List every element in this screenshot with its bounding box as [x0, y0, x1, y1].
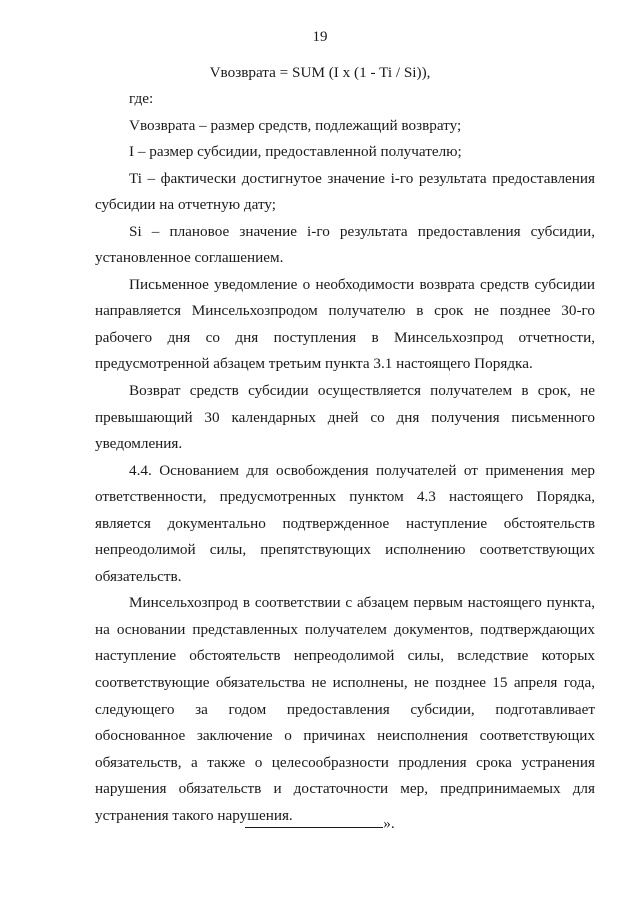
- paragraph-where: где:: [129, 90, 154, 107]
- paragraph-ti-definition: Ti – фактически достигнутое значение i-го результата предоставления субсидии на отчетную дату;: [95, 169, 595, 214]
- paragraph-i-definition: I – размер субсидии, предоставленной получателю;: [129, 143, 462, 161]
- paragraph-ministry-conclusion: Минсельхозпрод в соответствии с абзацем первым настоящего пункта, на основании представленных получателем документов, подтверждающих наступление обстоятельств непреодолимой силы, вследствие которых соответствующие обязательства не исполнены, не позднее 15 апреля года, следующего за годом предоставления субсидии, подготавливает обоснованное заключение о причинах неисполнения соответствующих обязательств, а также о целесообразности продления срока устранения нарушения обязательств и достаточности мер, предпринимаемых для устранения такого нарушения.: [95, 594, 595, 824]
- refund-formula: Vвозврата = SUM (I x (1 - Ti / Si)),: [209, 64, 431, 81]
- paragraph-clause-4-4: 4.4. Основанием для освобождения получателей от применения мер ответственности, предусмотренных пунктом 4.3 настоящего Порядка, является документально подтвержденное наступление обстоятельств непреодолимой силы, препятствующих исполнению соответствующих обязательств.: [95, 461, 595, 585]
- closing-mark: [0, 815, 640, 833]
- closing-quote: ».: [383, 815, 395, 832]
- paragraph-written-notice: Письменное уведомление о необходимости возврата средств субсидии направляется Минсельхозпродом получателю в срок не позднее 30-го рабочего дня со дня поступления в Минсельхозпрод отчетности, предусмотренной абзацем третьим пункта 3.1 настоящего Порядка.: [95, 275, 595, 373]
- document-body: [95, 86, 595, 829]
- paragraph-refund-term: Возврат средств субсидии осуществляется получателем в срок, не превышающий 30 календарных дней со дня получения письменного уведомления.: [95, 382, 595, 453]
- paragraph-si-definition: Si – плановое значение i-го результата предоставления субсидии, установленное соглашением.: [95, 222, 595, 267]
- paragraph-v-refund-definition: Vвозврата – размер средств, подлежащий возврату;: [129, 116, 462, 134]
- page-number: 19: [312, 29, 328, 45]
- closing-underline: [245, 815, 383, 828]
